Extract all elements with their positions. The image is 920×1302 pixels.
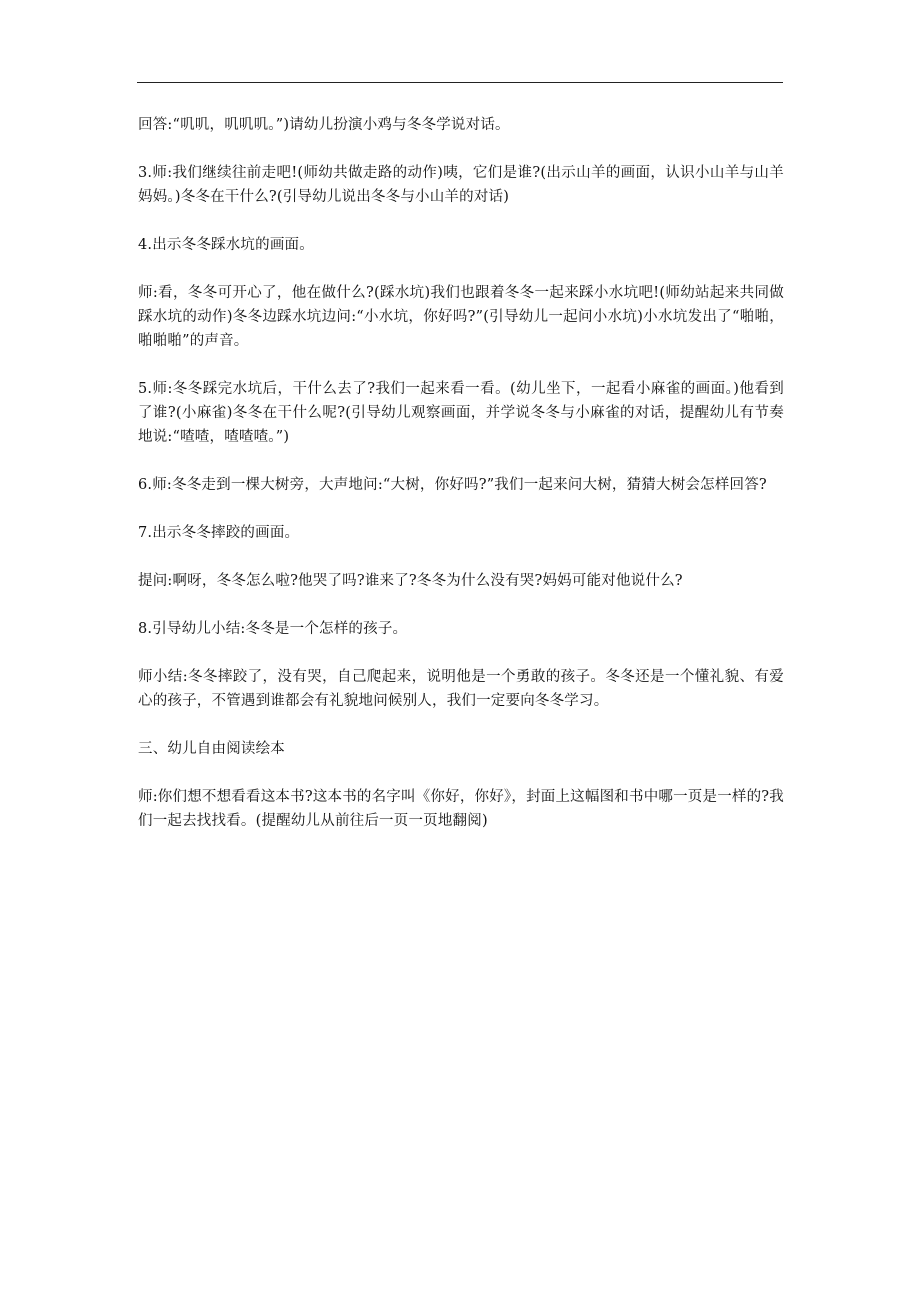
paragraph-1: 回答:“叽叽，叽叽叽。”)请幼儿扮演小鸡与冬冬学说对话。 (138, 117, 510, 133)
paragraph-5: 5.师:冬冬踩完水坑后，干什么去了?我们一起来看一看。(幼儿坐下，一起看小麻雀的画面。)他看到了谁?(小麻雀)冬冬在干什么呢?(引导幼儿观察画面，并学说冬冬与小麻雀的对话，提醒幼儿有节奏地说:“喳喳，喳喳喳。”) (138, 381, 784, 445)
paragraph-2: 3.师:我们继续往前走吧!(师幼共做走路的动作)咦，它们是谁?(出示山羊的画面，认识小山羊与山羊妈妈。)冬冬在干什么?(引导幼儿说出冬冬与小山羊的对话) (138, 165, 784, 205)
paragraph-4: 师:看，冬冬可开心了，他在做什么?(踩水坑)我们也跟着冬冬一起来踩小水坑吧!(师幼站起来共同做踩水坑的动作)冬冬边踩水坑边问:“小水坑，你好吗?”(引导幼儿一起问小水坑)小水坑发出了“啪啪，啪啪啪”的声音。 (138, 285, 784, 349)
paragraph-12: 师:你们想不想看看这本书?这本书的名字叫《你好，你好》，封面上这幅图和书中哪一页是一样的?我们一起去找找看。(提醒幼儿从前往后一页一页地翻阅) (138, 789, 784, 829)
paragraph-7: 7.出示冬冬摔跤的画面。 (138, 525, 300, 541)
paragraph-9: 8.引导幼儿小结:冬冬是一个怎样的孩子。 (138, 621, 408, 637)
paragraph-6: 6.师:冬冬走到一棵大树旁，大声地问:“大树，你好吗?”我们一起来问大树，猜猜大树会怎样回答? (138, 477, 767, 493)
paragraph-8: 提问:啊呀，冬冬怎么啦?他哭了吗?谁来了?冬冬为什么没有哭?妈妈可能对他说什么? (138, 573, 683, 589)
paragraph-10: 师小结:冬冬摔跤了，没有哭，自己爬起来，说明他是一个勇敢的孩子。冬冬还是一个懂礼貌、有爱心的孩子，不管遇到谁都会有礼貌地问候别人，我们一定要向冬冬学习。 (138, 669, 784, 709)
header-rule (137, 82, 783, 83)
section-heading: 三、幼儿自由阅读绘本 (138, 741, 285, 757)
paragraph-3: 4.出示冬冬踩水坑的画面。 (138, 237, 314, 253)
document-body (138, 113, 784, 857)
